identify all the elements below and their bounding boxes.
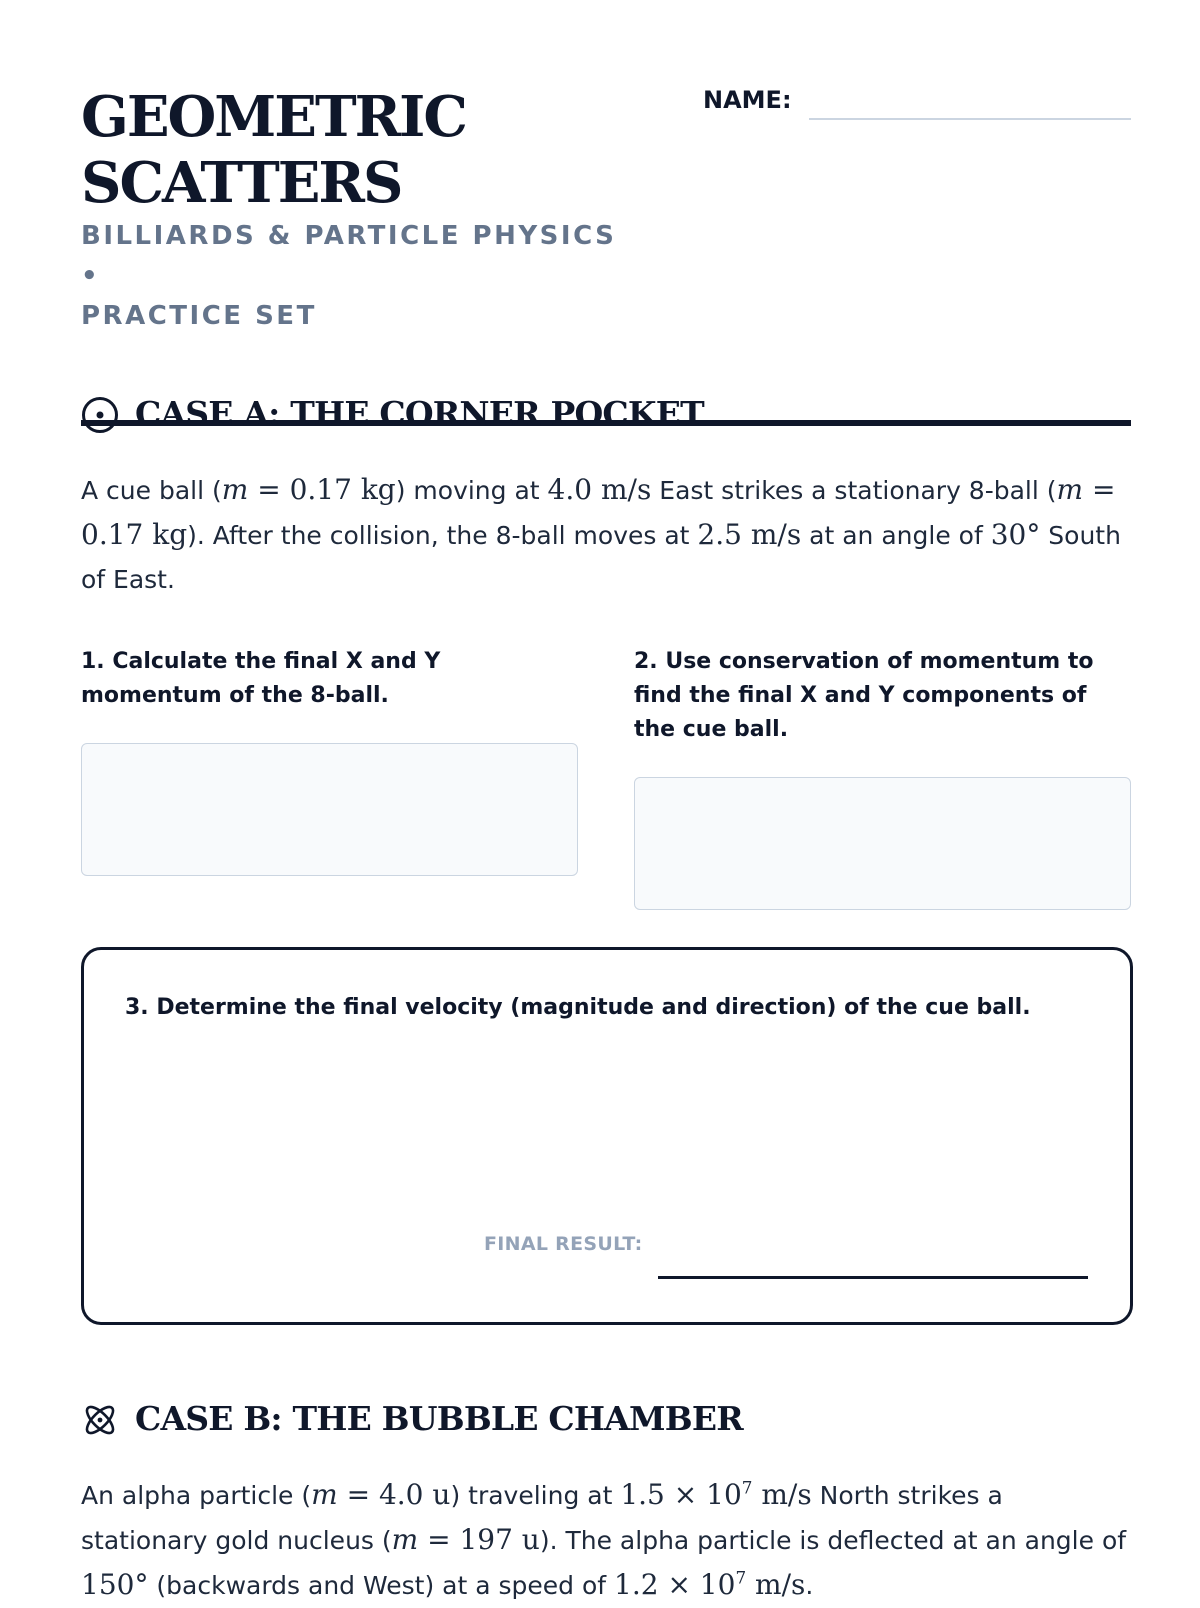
question-2 xyxy=(634,645,1131,747)
question-1 xyxy=(81,645,578,713)
title-line-1: GEOMETRIC xyxy=(81,84,466,150)
question-1-text: 1. Calculate the final X and Y momentum of the 8-ball. xyxy=(81,649,441,708)
problem-text: ) traveling at xyxy=(450,1481,621,1510)
problem-text: South of East. xyxy=(81,521,1121,594)
problem-text: An alpha particle ( xyxy=(81,1481,312,1510)
question-2-text: 2. Use conservation of momentum to find the final X and Y components of the cue ball. xyxy=(634,649,1094,742)
angle-expression: 30° xyxy=(990,518,1041,551)
atom-icon xyxy=(81,1401,119,1439)
name-label: NAME: xyxy=(703,86,792,114)
problem-text: . xyxy=(805,1571,814,1600)
question-3-text: 3. Determine the final velocity (magnitude and direction) of the cue ball. xyxy=(125,995,1031,1020)
final-result-label: FINAL RESULT: xyxy=(484,1233,643,1255)
case-a-problem xyxy=(81,468,1131,602)
title-line-2: SCATTERS xyxy=(81,150,402,216)
case-b-title: CASE B: THE BUBBLE CHAMBER xyxy=(135,1399,743,1438)
case-a-title: CASE A: THE CORNER POCKET xyxy=(135,394,704,433)
worksheet-title xyxy=(81,84,601,216)
case-a-heading xyxy=(81,392,1131,436)
mass-expression: m = 0.17 kg xyxy=(81,473,1116,551)
mass-expression: m = 0.17 kg xyxy=(221,473,396,506)
final-result-line[interactable] xyxy=(658,1276,1088,1279)
problem-text: (backwards and West) at a speed of xyxy=(148,1571,615,1600)
name-write-line[interactable] xyxy=(809,118,1131,120)
question-3-box[interactable] xyxy=(81,947,1133,1325)
velocity-expression: $1.2 \times 10^7$ m/s xyxy=(614,1567,806,1601)
velocity-expression: 4.0 m/s xyxy=(547,473,652,506)
case-b-heading xyxy=(81,1397,1131,1441)
subtitle-line-2: PRACTICE SET xyxy=(81,301,317,331)
problem-text: A cue ball ( xyxy=(81,476,222,505)
problem-text: ) moving at xyxy=(395,476,548,505)
problem-text: East strikes a stationary 8-ball ( xyxy=(651,476,1057,505)
problem-text: North strikes a stationary gold nucleus ( xyxy=(81,1481,1003,1555)
mass-expression: m = 4.0 u xyxy=(311,1478,451,1511)
subtitle-line-1: BILLIARDS & PARTICLE PHYSICS • xyxy=(81,221,617,291)
question-1-answer-box[interactable] xyxy=(81,743,578,876)
case-b-problem xyxy=(81,1473,1131,1608)
target-icon xyxy=(81,396,119,434)
question-2-answer-box[interactable] xyxy=(634,777,1131,910)
angle-expression: 150° xyxy=(81,1568,149,1601)
problem-text: ). The alpha particle is deflected at an angle of xyxy=(539,1526,1127,1555)
worksheet-subtitle xyxy=(81,216,641,336)
velocity-expression: 2.5 m/s xyxy=(697,518,802,551)
problem-text: ). After the collision, the 8-ball moves at xyxy=(187,521,698,550)
worksheet-page xyxy=(81,0,1131,1600)
velocity-expression: $1.5 \times 10^7$ m/s xyxy=(620,1477,812,1511)
mass-expression: m = 197 u xyxy=(391,1523,540,1556)
problem-text: at an angle of xyxy=(801,521,991,550)
name-field[interactable] xyxy=(703,84,1131,124)
worksheet-header xyxy=(81,84,1131,344)
